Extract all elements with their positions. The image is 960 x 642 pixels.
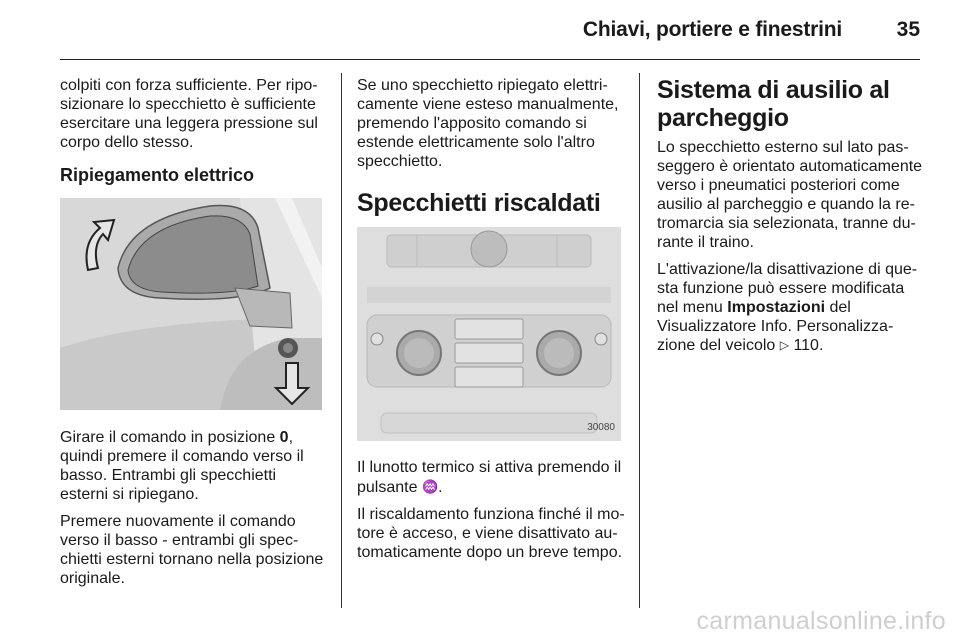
instruction-paragraph: Girare il comando in posizione 0, quindi premere il comando verso il basso. Entrambi gli specchietti esterni si ripiegano. — [60, 429, 304, 503]
figure-number: 30080 — [587, 422, 615, 433]
column-middle — [357, 76, 625, 570]
description-paragraph: Lo specchietto esterno sul lato pas-seggero è orientato automaticamente verso i pneumatici posteriori come ausilio al parcheggio e quando la re-tromarcia sia selezionata, tranne du-rante il traino. — [657, 139, 923, 251]
rear-window-heater-icon: ♒ — [421, 479, 439, 494]
column-left — [60, 76, 325, 596]
instruction-paragraph: Il lunotto termico si attiva premendo il pulsante ♒. — [357, 459, 622, 496]
continuation-paragraph: Se uno specchietto ripiegato elettri-camente viene esteso manualmente, premendo l'apposito comando si estende elettricamente solo l'altro specchietto. — [357, 77, 619, 170]
climate-panel-figure — [357, 227, 621, 441]
section-heading: Specchietti riscaldati — [357, 189, 601, 217]
section-heading: Ripiegamento elettrico — [60, 165, 255, 185]
instruction-paragraph: Premere nuovamente il comando verso il basso - entrambi gli spec-chietti esterni tornano nella posizione originale. — [60, 513, 324, 587]
menu-name: Impostazioni — [727, 299, 826, 316]
header-divider — [60, 59, 920, 60]
page-header — [60, 0, 920, 60]
chapter-title: Chiavi, portiere e finestrini — [582, 18, 842, 41]
page-reference-link[interactable]: 110 — [793, 337, 819, 354]
page-reference-arrow-icon: ▷ — [779, 338, 789, 352]
column-right — [657, 76, 925, 363]
description-paragraph: L'attivazione/la disattivazione di que-sta funzione può essere modificata nel menu Impostazioni del Visualizzatore Info. Personalizza-zione del veicolo ▷ 110. — [657, 261, 918, 354]
section-heading: Sistema di ausilio al parcheggio — [657, 76, 890, 132]
column-divider — [341, 73, 342, 608]
instruction-paragraph: Il riscaldamento funziona finché il mo-tore è acceso, e viene disattivato au-tomaticamente dopo un breve tempo. — [357, 506, 625, 561]
folding-mirror-illustration — [60, 198, 322, 410]
position-zero-label: 0 — [279, 429, 289, 446]
watermark: carmanualsonline.info — [696, 607, 946, 635]
continuation-paragraph: colpiti con forza sufficiente. Per ripo-sizionare lo specchietto è sufficiente esercitare una leggera pressione sul corpo dello stesso. — [60, 77, 318, 151]
column-divider — [639, 73, 640, 608]
climate-control-illustration — [357, 227, 621, 441]
page-number: 35 — [896, 18, 920, 41]
